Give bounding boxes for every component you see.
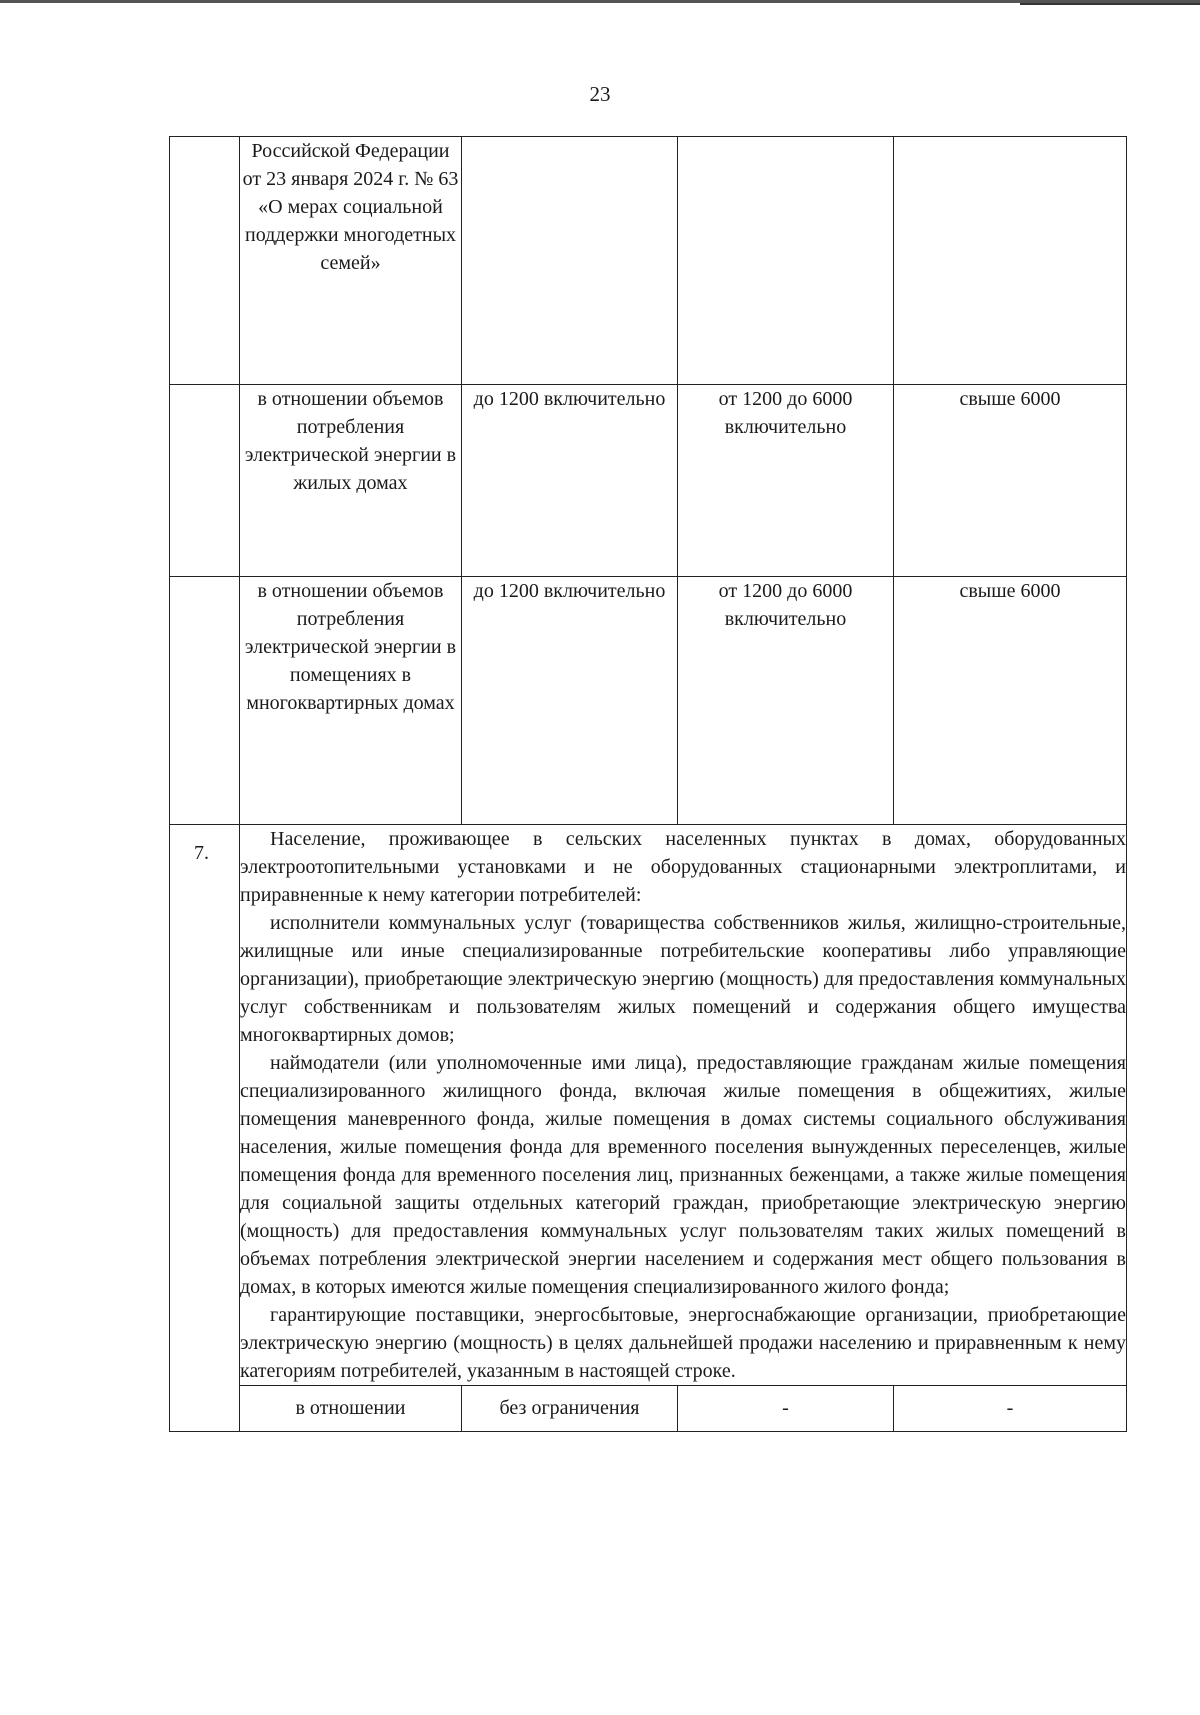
tariff-table [169, 136, 1127, 1432]
range-low-cell: без ограничения [462, 1386, 678, 1432]
range-cell [678, 137, 894, 385]
range-high-cell: - [894, 1386, 1127, 1432]
table-row-residential-houses [170, 385, 1127, 577]
range-cell [894, 137, 1127, 385]
category-cell: в отношении [240, 1386, 462, 1432]
row-number-cell [170, 385, 240, 577]
table-row-7 [170, 825, 1127, 1386]
row-7-description [240, 825, 1127, 1386]
range-high-cell: свыше 6000 [894, 385, 1127, 577]
description-paragraph: гарантирующие поставщики, энергосбытовые, энергоснабжающие организации, приобретающие электрическую энергию (мощность) в целях дальнейшей продажи населению и приравненным к нему категориям потребителей, указанным в настоящей строке. [240, 1304, 1126, 1382]
range-mid-cell: от 1200 до 6000 включительно [678, 577, 894, 825]
table-row-7-sub [170, 1386, 1127, 1432]
category-cell: в отношении объемов потребления электрической энергии в помещениях в многоквартирных домах [240, 577, 462, 825]
description-paragraph: наймодатели (или уполномоченные ими лица), предоставляющие гражданам жилые помещения специализированного жилищного фонда, включая жилые помещения в общежитиях, жилые помещения маневренного фонда, жилые помещения в домах системы социального обслуживания населения, жилые помещения фонда для временного поселения вынужденных переселенцев, жилые помещения фонда для временного поселения лиц, признанных беженцами, а также жилые помещения для социальной защиты отдельных категорий граждан, приобретающие электрическую энергию (мощность) для предоставления коммунальных услуг пользователям таких жилых помещений в объемах потребления электрической энергии населением и содержания мест общего пользования в домах, в которых имеются жилые помещения специализированного жилого фонда; [240, 1052, 1126, 1298]
row-number-cell [170, 577, 240, 825]
range-high-cell: свыше 6000 [894, 577, 1127, 825]
description-paragraph: Население, проживающее в сельских населенных пунктах в домах, оборудованных электроотопительными установками и не оборудованных стационарными электроплитами, и приравненные к нему категории потребителей: [240, 828, 1126, 906]
page-number: 23 [589, 82, 611, 106]
range-mid-cell: - [678, 1386, 894, 1432]
category-cell: в отношении объемов потребления электрической энергии в жилых домах [240, 385, 462, 577]
range-mid-cell: от 1200 до 6000 включительно [678, 385, 894, 577]
row-number-cell [170, 825, 240, 1432]
top-scan-edge-right [1020, 3, 1200, 5]
description-paragraph: исполнители коммунальных услуг (товарищества собственников жилья, жилищно-строительные, жилищные или иные специализированные потребительские кооперативы либо управляющие организации), приобретающие электрическую энергию (мощность) для предоставления коммунальных услуг собственникам и пользователям жилых помещений и содержания общего имущества многоквартирных домов; [240, 912, 1126, 1046]
row-number: 7. [194, 842, 209, 864]
category-cell: Российской Федерации от 23 января 2024 г. № 63 «О мерах социальной поддержки многодетных семей» [240, 137, 462, 385]
range-low-cell: до 1200 включительно [462, 385, 678, 577]
range-cell [462, 137, 678, 385]
table-row-apartment-premises [170, 577, 1127, 825]
row-number-cell [170, 137, 240, 385]
range-low-cell: до 1200 включительно [462, 577, 678, 825]
table-row-continuation [170, 137, 1127, 385]
